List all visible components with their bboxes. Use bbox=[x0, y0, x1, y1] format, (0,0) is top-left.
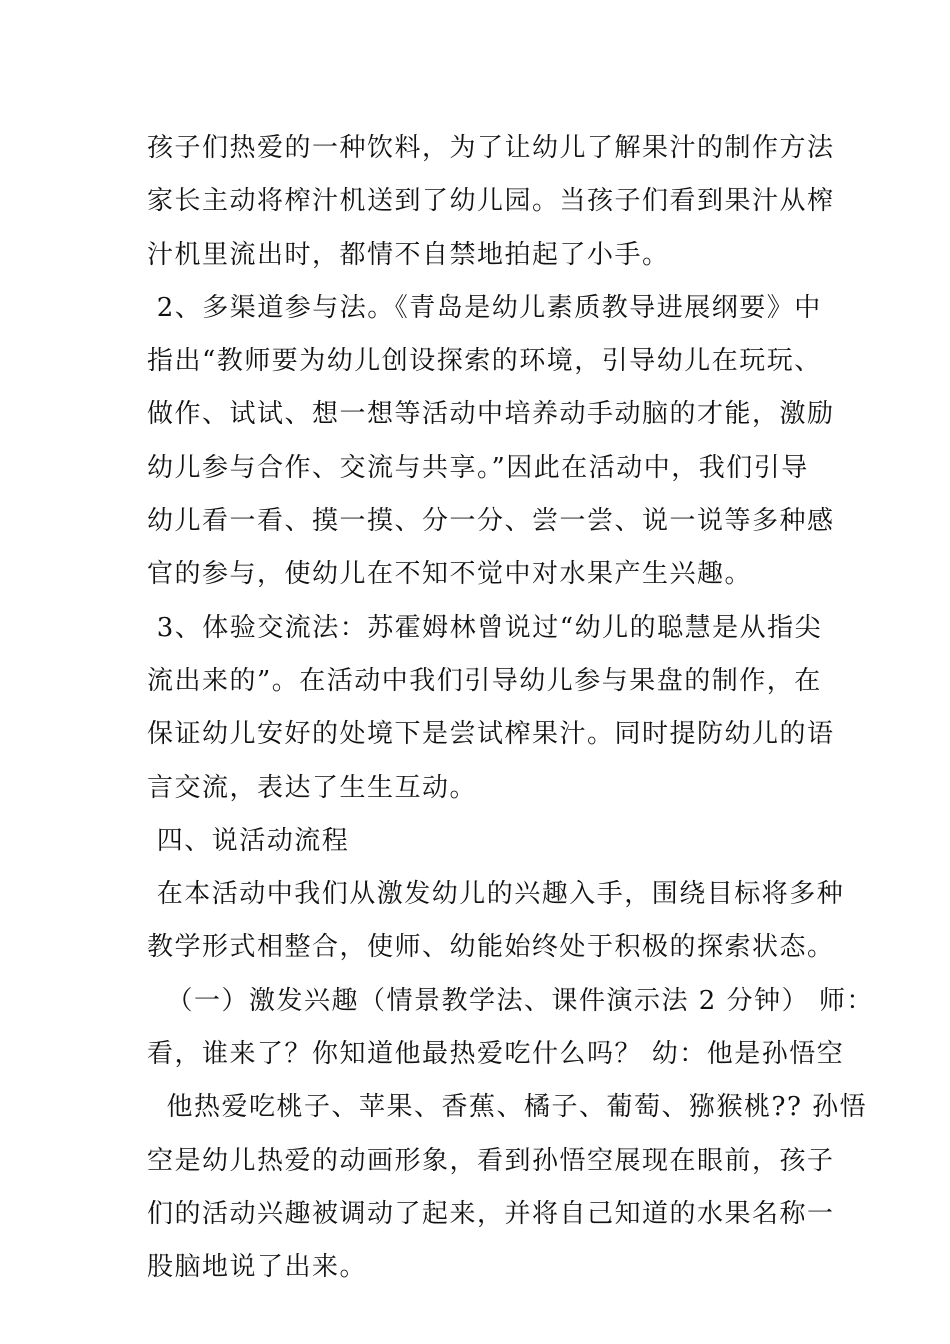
text-line: 言交流，表达了生生互动。 bbox=[147, 772, 478, 803]
text-line: 指出“教师要为幼儿创设探索的环境，引导幼儿在玩玩、 bbox=[147, 346, 822, 377]
text-line: 做作、试试、想一想等活动中培养动手动脑的才能，激励 bbox=[147, 399, 835, 430]
text-line: 3、体验交流法：苏霍姆林曾说过“幼儿的聪慧是从指尖 bbox=[147, 612, 823, 643]
text-line: 幼儿参与合作、交流与共享。”因此在活动中，我们引导 bbox=[147, 452, 809, 483]
text-line: 2、多渠道参与法。《青岛是幼儿素质教导进展纲要》中 bbox=[147, 292, 822, 323]
text-line: 官的参与，使幼儿在不知不觉中对水果产生兴趣。 bbox=[147, 559, 753, 590]
text-line: 在本活动中我们从激发幼儿的兴趣入手，围绕目标将多种 bbox=[147, 879, 845, 910]
text-line: 们的活动兴趣被调动了起来，并将自己知道的水果名称一 bbox=[147, 1198, 835, 1229]
text-line: 空是幼儿热爱的动画形象，看到孙悟空展现在眼前，孩子 bbox=[147, 1145, 835, 1176]
text-line: 看，谁来了？你知道他最热爱吃什么吗？ 幼：他是孙悟空 bbox=[147, 1039, 845, 1070]
text-line: （一）激发兴趣（情景教学法、课件演示法 2 分钟） 师： bbox=[147, 985, 874, 1016]
text-line: 教学形式相整合，使师、幼能始终处于积极的探索状态。 bbox=[147, 932, 835, 963]
body-text bbox=[147, 122, 874, 1295]
text-line: 保证幼儿安好的处境下是尝试榨果汁。同时提防幼儿的语 bbox=[147, 719, 835, 750]
text-line: 他热爱吃桃子、苹果、香蕉、橘子、葡萄、猕猴桃?? 孙悟 bbox=[147, 1092, 868, 1123]
section-heading: 四、说活动流程 bbox=[147, 825, 350, 856]
text-line: 流出来的”。在活动中我们引导幼儿参与果盘的制作，在 bbox=[147, 665, 822, 696]
text-line: 汁机里流出时，都情不自禁地拍起了小手。 bbox=[147, 239, 670, 270]
text-line: 股脑地说了出来。 bbox=[147, 1252, 368, 1283]
text-line: 孩子们热爱的一种饮料，为了让幼儿了解果汁的制作方法 bbox=[147, 133, 835, 163]
text-line: 家长主动将榨汁机送到了幼儿园。当孩子们看到果汁从榨 bbox=[147, 186, 835, 217]
text-line: 幼儿看一看、摸一摸、分一分、尝一尝、说一说等多种感 bbox=[147, 506, 835, 537]
